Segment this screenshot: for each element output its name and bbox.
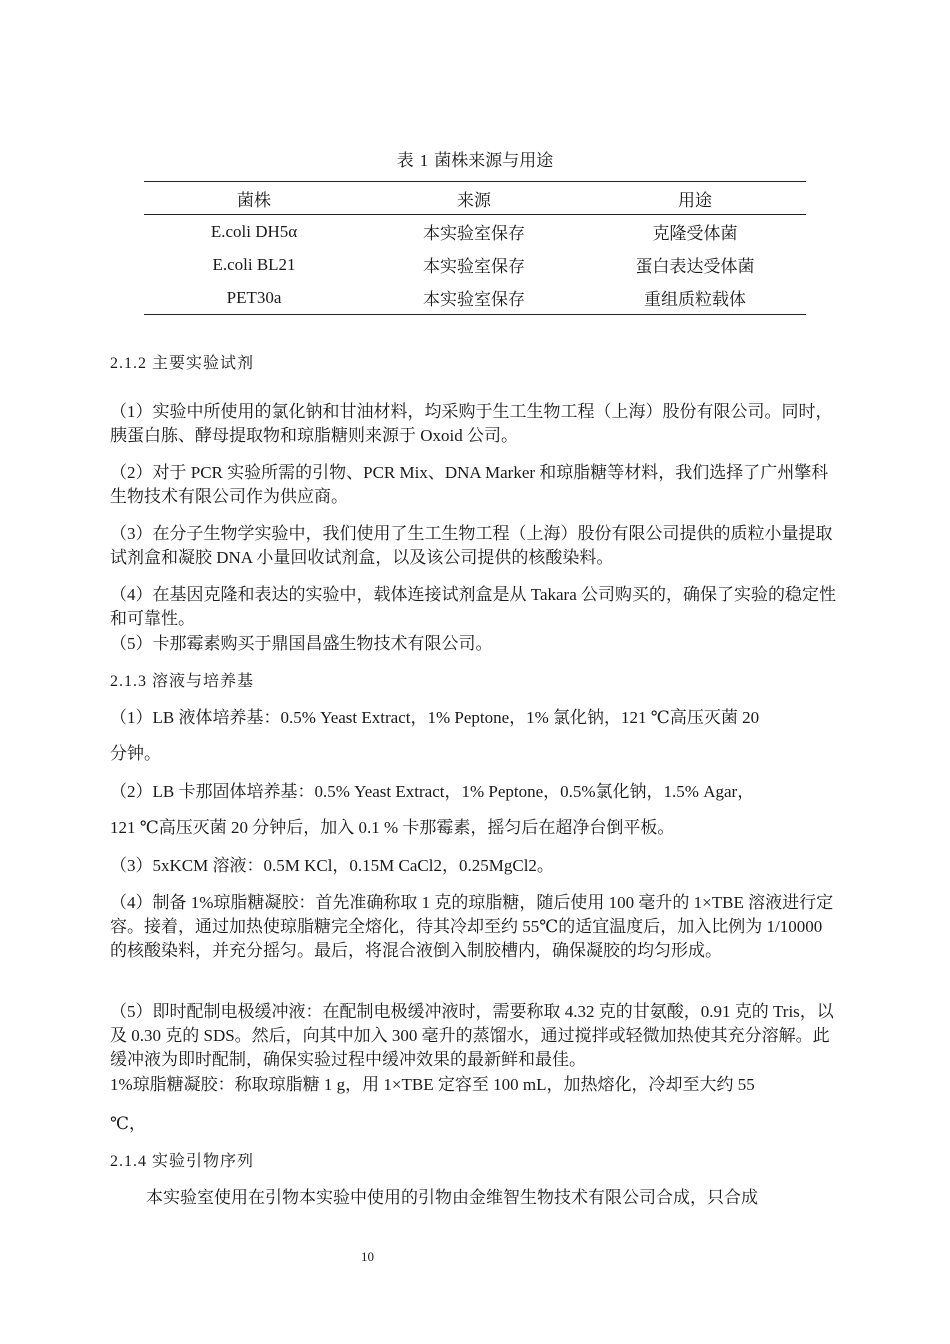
cell-source: 本实验室保存 bbox=[364, 281, 584, 315]
cell-use: 蛋白表达受体菌 bbox=[635, 257, 755, 276]
table-header-row bbox=[144, 182, 806, 215]
heading-2-1-3: 2.1.3 溶液与培养基 bbox=[110, 673, 255, 690]
page-number: 10 bbox=[361, 1249, 374, 1264]
paragraph-medium-4: （4）制备 1%琼脂糖凝胶：首先准确称取 1 克的琼脂糖，随后使用 100 毫升的 1×TBE 溶液进行定容。接着，通过加热使琼脂糖完全熔化，待其冷却至约 55℃的适宜温度后，加入比例为 1/10000 的核酸染料，并充分摇匀。最后，将混合液倒入制胶槽内，确保凝胶的均匀形成。 bbox=[110, 893, 834, 960]
table-row bbox=[144, 215, 806, 249]
paragraph-reagent-2: （2）对于 PCR 实验所需的引物、PCR Mix、DNA Marker 和琼脂糖等材料，我们选择了广州擎科生物技术有限公司作为供应商。 bbox=[110, 463, 829, 506]
table-row bbox=[144, 281, 806, 315]
cell-use: 克隆受体菌 bbox=[652, 224, 738, 243]
strain-table bbox=[144, 181, 806, 315]
paragraph-reagent-4: （4）在基因克隆和表达的实验中，载体连接试剂盒是从 Takara 公司购买的，确保了实验的稳定性和可靠性。 bbox=[110, 585, 836, 628]
paragraph-reagent-5: （5）卡那霉素购买于鼎国昌盛生物技术有限公司。 bbox=[110, 634, 493, 653]
paragraph-medium-3: （3）5xKCM 溶液：0.5M KCl，0.15M CaCl2，0.25MgCl2。 bbox=[110, 856, 554, 875]
cell-source: 本实验室保存 bbox=[423, 224, 525, 243]
paragraph-medium-1b: 分钟。 bbox=[110, 744, 161, 763]
paragraph-reagent-3: （3）在分子生物学实验中，我们使用了生工生物工程（上海）股份有限公司提供的质粒小量提取试剂盒和凝胶 DNA 小量回收试剂盒，以及该公司提供的核酸染料。 bbox=[110, 524, 833, 567]
header-source: 来源 bbox=[364, 182, 584, 215]
cell-use: 重组质粒载体 bbox=[584, 281, 806, 315]
paragraph-medium-6a: 1%琼脂糖凝胶：称取琼脂糖 1 g，用 1×TBE 定容至 100 mL，加热熔化，冷却至大约 55 bbox=[110, 1075, 755, 1094]
heading-2-1-2: 2.1.2 主要实验试剂 bbox=[110, 355, 255, 372]
caption-number: 1 bbox=[419, 151, 429, 170]
cell-source: 本实验室保存 bbox=[423, 257, 525, 276]
paragraph-medium-6b: ℃， bbox=[110, 1114, 147, 1133]
caption-prefix: 表 bbox=[396, 151, 414, 170]
header-strain: 菌株 bbox=[144, 182, 364, 215]
paragraph-medium-1a: （1）LB 液体培养基：0.5% Yeast Extract，1% Peptone，1% 氯化钠，121 ℃高压灭菌 20 bbox=[110, 708, 760, 727]
header-use: 用途 bbox=[584, 182, 806, 215]
heading-2-1-4: 2.1.4 实验引物序列 bbox=[110, 1153, 255, 1170]
table-row bbox=[144, 248, 806, 281]
paragraph-medium-2b: 121 ℃高压灭菌 20 分钟后，加入 0.1 % 卡那霉素，摇匀后在超净台倒平板。 bbox=[110, 818, 675, 837]
paragraph-medium-2a: （2）LB 卡那固体培养基：0.5% Yeast Extract，1% Peptone，0.5%氯化钠，1.5% Agar， bbox=[110, 782, 755, 801]
paragraph-reagent-1: （1）实验中所使用的氯化钠和甘油材料，均采购于生工生物工程（上海）股份有限公司。同时，胰蛋白胨、酵母提取物和琼脂糖则来源于 Oxoid 公司。 bbox=[110, 402, 833, 445]
caption-title: 菌株来源与用途 bbox=[434, 151, 554, 170]
paragraph-medium-5: （5）即时配制电极缓冲液：在配制电极缓冲液时，需要称取 4.32 克的甘氨酸，0.91 克的 Tris，以及 0.30 克的 SDS。然后，向其中加入 300 毫升的蒸馏水，通过搅拌或轻微加热使其充分溶解。此缓冲液为即时配制，确保实验过程中缓冲效果的最新鲜和最佳。 bbox=[110, 1002, 834, 1069]
cell-strain: E.coli DH5α bbox=[210, 221, 298, 241]
cell-strain: E.coli BL21 bbox=[212, 254, 296, 274]
paragraph-primer-1: 本实验室使用在引物本实验中使用的引物由金维智生物技术有限公司合成，只合成 bbox=[146, 1188, 758, 1207]
cell-strain: PET30a bbox=[144, 281, 364, 315]
table-caption bbox=[0, 146, 950, 171]
